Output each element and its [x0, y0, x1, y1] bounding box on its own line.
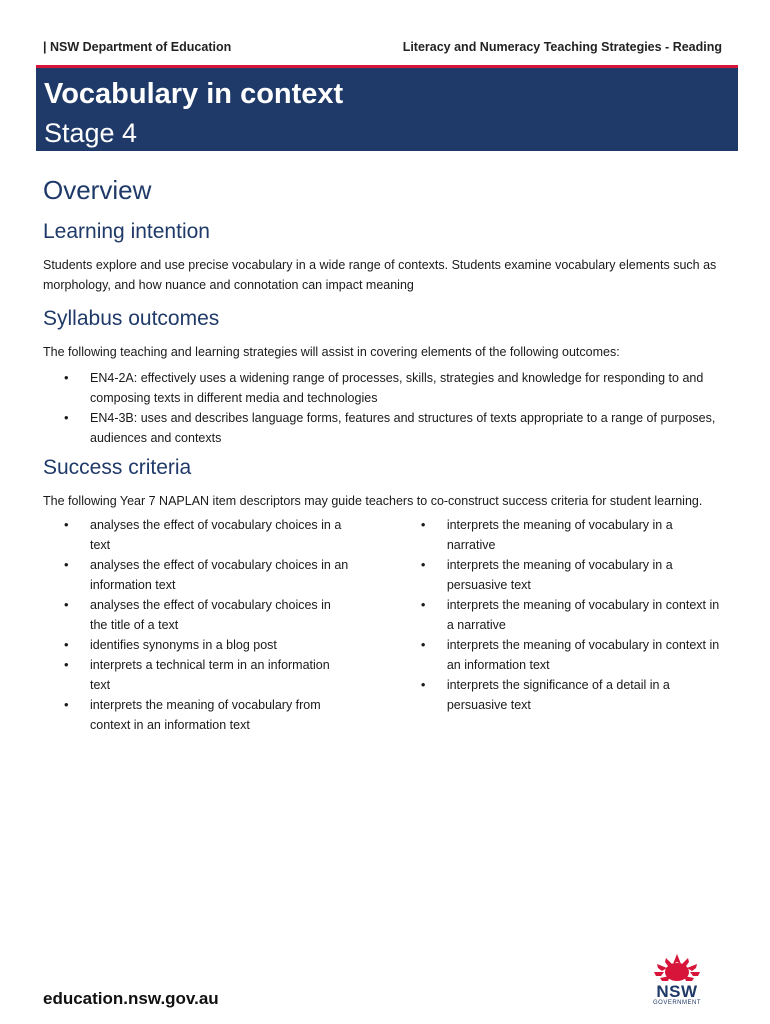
syllabus-outcomes-intro: The following teaching and learning strategies will assist in covering elements of the following outcomes: — [43, 345, 620, 359]
syllabus-outcomes-list — [43, 368, 722, 448]
list-item: • EN4-3B: uses and describes language forms, features and structures of texts appropriate to a range of purposes, audiences and contexts — [43, 408, 722, 448]
page-header — [43, 40, 722, 60]
list-item: • interprets the meaning of vocabulary from context in an information text — [43, 695, 380, 735]
learning-intention-text: Students explore and use precise vocabulary in a wide range of contexts. Students examine vocabulary elements such as morphology, and how nuance and connotation can impact meaning — [43, 258, 717, 292]
waratah-icon — [648, 952, 706, 984]
nsw-government-logo — [648, 952, 706, 1012]
list-item: • interprets the meaning of vocabulary in a persuasive text — [400, 555, 722, 595]
list-item: • interprets the meaning of vocabulary in context in an information text — [400, 635, 722, 675]
list-item: • interprets the significance of a detail in a persuasive text — [400, 675, 722, 715]
footer-url: education.nsw.gov.au — [43, 989, 219, 1008]
syllabus-outcomes-heading: Syllabus outcomes — [43, 307, 220, 330]
logo-wordmark: NSW — [656, 982, 698, 1001]
main-content — [43, 175, 722, 745]
success-criteria-right-list — [400, 515, 722, 735]
success-criteria-intro: The following Year 7 NAPLAN item descriptors may guide teachers to co-construct success criteria for student learning. — [43, 494, 703, 508]
success-criteria-heading: Success criteria — [43, 456, 192, 479]
list-item: • interprets a technical term in an information text — [43, 655, 380, 695]
success-criteria-left-list — [43, 515, 380, 735]
page-subtitle: Stage 4 — [44, 118, 138, 148]
overview-heading: Overview — [43, 175, 152, 205]
list-item: • identifies synonyms in a blog post — [43, 635, 380, 655]
list-item: • analyses the effect of vocabulary choices in a text — [43, 515, 380, 555]
logo-subtext: GOVERNMENT — [652, 1000, 701, 1006]
department-name: | NSW Department of Education — [43, 40, 232, 54]
success-criteria-columns — [43, 515, 722, 745]
title-banner — [36, 68, 738, 151]
learning-intention-heading: Learning intention — [43, 220, 210, 243]
list-item: • interprets the meaning of vocabulary in a narrative — [400, 515, 722, 555]
page-title: Vocabulary in context — [44, 78, 344, 110]
list-item: • analyses the effect of vocabulary choices in the title of a text — [43, 595, 380, 635]
list-item: • analyses the effect of vocabulary choices in an information text — [43, 555, 380, 595]
list-item: • interprets the meaning of vocabulary in context in a narrative — [400, 595, 722, 635]
list-item: • EN4-2A: effectively uses a widening range of processes, skills, strategies and knowledge for responding to and composing texts in different media and technologies — [43, 368, 722, 408]
document-series-title: Literacy and Numeracy Teaching Strategies - Reading — [402, 40, 722, 54]
